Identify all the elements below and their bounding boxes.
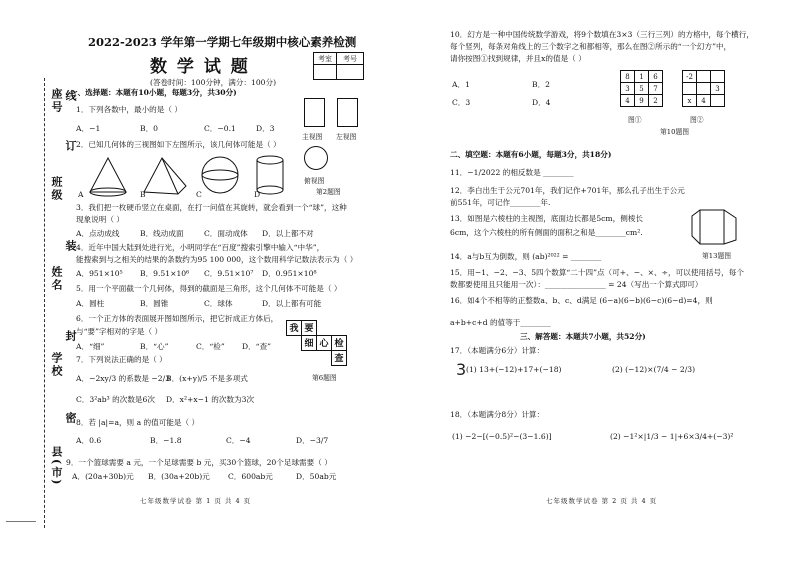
option: B．圆锥 — [140, 299, 169, 308]
figure-caption: 图② — [690, 116, 704, 124]
option: A．951×10⁵ — [76, 269, 123, 278]
section3-heading: 三、解答题：本题共7小题，共52分) — [520, 332, 646, 341]
question: (2) −1²×|1/3 − 1|+6×3/4+(−3)² — [610, 432, 734, 441]
grid-cell: 4 — [697, 95, 711, 107]
score-cell[interactable] — [337, 65, 364, 80]
score-cell: 考号 — [337, 53, 364, 65]
net-cell: 检 — [331, 335, 347, 351]
grid-cell: 8 — [621, 71, 635, 83]
grid-cell: 9 — [635, 95, 649, 107]
option: B．9.51×10⁶ — [140, 269, 190, 278]
option: D．50ab元 — [296, 472, 337, 481]
option: C．“检” — [196, 342, 225, 351]
grid-cell — [697, 83, 711, 95]
cone-shape — [90, 158, 126, 196]
question: 11．−1/2022 的相反数是 ________ — [450, 168, 574, 177]
option: B．(30a+20b)元 — [148, 472, 210, 481]
figure-caption: 第13题图 — [702, 252, 732, 260]
question: 3．我们把一枚硬币竖立在桌面，在打一问值在其旋转，就会看到一个“球”，这种 — [76, 203, 347, 212]
net-cell: 要 — [301, 320, 317, 336]
binding-label: 装 — [64, 240, 77, 253]
question: 14．a与b互为倒数，则 (ab)²⁰²² = ________ — [450, 252, 602, 261]
pyramid-shape — [144, 158, 186, 194]
option: C．球体 — [204, 299, 233, 308]
option: D．以上都不对 — [262, 229, 314, 238]
figure-caption: 左视图 — [336, 133, 357, 141]
sphere-shape — [202, 157, 238, 193]
binding-label: 封 — [64, 330, 77, 343]
binding-label: 姓名 — [50, 266, 63, 292]
option: B．−1.8 — [150, 436, 182, 445]
grid-cell: 6 — [649, 71, 663, 83]
question: 每个竖列，每条对角线上的三个数字之和都相等，那么在图②所示的“一个幻方”中， — [450, 42, 732, 51]
option: A．圆柱 — [76, 299, 105, 308]
option: C．−4 — [226, 436, 251, 445]
option: B．“心” — [140, 342, 169, 351]
option: C．−0.1 — [204, 124, 236, 133]
magic-square-1 — [620, 70, 663, 107]
question: 17．（本题满分6分）计算： — [450, 346, 545, 355]
question: 16．如4个不相等的正整数a、b、c、d满足 (6−a)(6−b)(6−c)(6−d)=4，则 — [450, 296, 713, 305]
option: C — [196, 190, 202, 199]
question: 能搜索到与之相关的结果的条数约为95 100 000，这个数用科学记数法表示为（ ） — [76, 255, 358, 264]
cylinder-shape — [257, 156, 283, 194]
question: a+b+c+d 的值等于________ — [450, 318, 551, 327]
question: 数都要使用且只能用一次）：________________ = 24（写出一个算式即可） — [450, 280, 703, 289]
grid-cell: 5 — [635, 83, 649, 95]
grid-cell: 1 — [635, 71, 649, 83]
option: A．点动成线 — [76, 229, 120, 238]
binding-label: 座号 — [50, 88, 63, 114]
binding-label: 密 — [64, 412, 77, 425]
option: B．线动成面 — [140, 229, 184, 238]
option: C．3 — [452, 98, 471, 107]
magic-square-2 — [682, 70, 725, 107]
page-footer: 七年级数学试卷 第 1 页 共 4 页 — [140, 497, 252, 505]
option: B — [140, 190, 146, 199]
binding-label: 学校 — [50, 352, 63, 378]
figure-caption: 第10题图 — [660, 128, 690, 136]
option: A．−2xy/3 的系数是 −2/3 — [76, 374, 171, 383]
grid-cell: 2 — [649, 95, 663, 107]
grid-cell: 4 — [621, 95, 635, 107]
hexagonal-prism-figure — [690, 206, 742, 246]
binding-label: 线 — [64, 90, 77, 103]
option: B．2 — [532, 80, 551, 89]
option: D．以上都有可能 — [262, 299, 322, 308]
option: B．(x+y)/5 不是多项式 — [166, 374, 248, 383]
question: 现象说明（ ） — [76, 215, 124, 224]
option: D．3 — [256, 124, 275, 133]
option: D．4 — [532, 98, 551, 107]
figure-caption: 俯视图 — [304, 177, 325, 185]
question: 请你按图①找到规律，并且x的值是（ ） — [450, 54, 586, 63]
section1-heading: 一、选择题：本题有10小题，每题3分，共30分) — [70, 88, 237, 97]
grid-cell — [683, 83, 697, 95]
option: D．−3/7 — [296, 436, 329, 445]
front-view-figure — [304, 98, 325, 127]
question: 6cm，这个六棱柱的所有侧面的面积之和是________cm². — [450, 228, 643, 237]
option: A — [78, 190, 84, 199]
top-view-figure — [304, 146, 328, 170]
grid-cell — [697, 71, 711, 83]
binding-line — [44, 78, 45, 528]
option: A．(20a+30b)元 — [72, 472, 134, 481]
option: C．3²ab³ 的次数是6次 — [76, 395, 155, 404]
option: A．“细” — [76, 342, 105, 351]
page-footer: 七年级数学试卷 第 2 页 共 4 页 — [546, 497, 658, 505]
subject-title: 数 学 试 题 — [150, 57, 250, 77]
question: 15．用−1、−2、−3、5四个数算“二十四”点（可+、−、×、÷，可以使用括号，每个 — [450, 268, 744, 277]
question: 9．一个篮球需要 a 元，一个足球需要 b 元，买30个篮球，20个足球需要（ ） — [66, 458, 332, 467]
grid-cell: 3 — [621, 83, 635, 95]
grid-cell: -2 — [683, 71, 697, 83]
net-cell: 我 — [286, 320, 302, 336]
question: 18．（本题满分8分）计算： — [450, 410, 545, 419]
option: C．600ab元 — [228, 472, 273, 481]
question: (1) −2−[(−0.5)²−(3−1.6)] — [452, 432, 552, 441]
option: D — [254, 190, 261, 199]
side-view-figure — [337, 98, 358, 127]
exam-info: (答卷时间：100分钟，满分：100分) — [150, 78, 277, 87]
question: 10．幻方是一种中国传统数学游戏，将9个数填在3×3（三行三列）的方格中，每个横行， — [450, 30, 754, 39]
question: 与“要”字相对的字是（ ） — [76, 327, 163, 336]
question: 5．用一个平面截一个几何体，得到的截面是三角形，这个几何体不可能是（ ） — [76, 284, 342, 293]
section2-heading: 二、填空题：本题有6小题，每题3分，共18分) — [450, 150, 612, 159]
option: A．1 — [452, 80, 470, 89]
score-table — [313, 52, 364, 80]
question: 1．下列各数中，最小的是（ ） — [76, 105, 182, 114]
score-cell[interactable] — [314, 65, 337, 80]
binding-label: 县(市) — [50, 446, 63, 487]
question: 13．如图是六棱柱的主视图，底面边长都是5cm，侧棱长 — [450, 214, 644, 223]
option: D．“查” — [242, 342, 272, 351]
question: 12．李白出生于公元701年，我们记作+701年，那么孔子出生于公元 — [450, 186, 685, 195]
option: D．x²+x−1 的次数为3次 — [166, 395, 255, 404]
figure-caption: 第2题图 — [316, 188, 341, 196]
figure-caption: 第6题图 — [312, 374, 337, 382]
binding-label: 班级 — [50, 176, 63, 202]
option: D．0.951×10⁸ — [262, 269, 317, 278]
option: C．面动成体 — [204, 229, 248, 238]
grid-cell: 3 — [711, 83, 725, 95]
option: C．9.51×10⁷ — [204, 269, 254, 278]
question: 前551年，可记作________年. — [450, 198, 551, 207]
net-cell: 心 — [316, 335, 332, 351]
option: B．0 — [140, 124, 159, 133]
grid-cell — [711, 71, 725, 83]
question: 7．下列说法正确的是（ ） — [76, 355, 167, 364]
grid-cell: x — [683, 95, 697, 107]
question: 8．若 |a|=a，则 a 的值可能是（ ） — [76, 418, 200, 427]
scan-edge — [6, 521, 36, 522]
option: A．0.6 — [76, 436, 102, 445]
question: 6．一个正方体的表面展开图如图所示，把它折成正方体后， — [76, 314, 279, 323]
score-cell: 考室 — [314, 53, 337, 65]
net-cell: 细 — [301, 335, 317, 351]
exam-title: 2022-2023 学年第一学期七年级期中核心素养检测 — [88, 35, 357, 49]
figure-caption: 主视图 — [302, 133, 323, 141]
question: (2) (−12)×(7/4 − 2/3) — [612, 365, 696, 374]
option: A．−1 — [76, 124, 101, 133]
grid-cell — [711, 95, 725, 107]
handwritten-mark: 3 — [456, 360, 467, 379]
binding-label: 订 — [64, 140, 77, 153]
net-cell: 查 — [331, 350, 347, 366]
question: 4．近年中国大陆到处进行光，小明同学在“百度”搜索引擎中输入“中华”， — [76, 243, 325, 252]
grid-cell: 7 — [649, 83, 663, 95]
figure-caption: 图① — [628, 116, 642, 124]
question: 2．已知几何体的三视图如下左图所示，该几何体可能是（ ） — [76, 140, 281, 149]
question: (1) 13+(−12)+17+(−18) — [466, 365, 562, 374]
